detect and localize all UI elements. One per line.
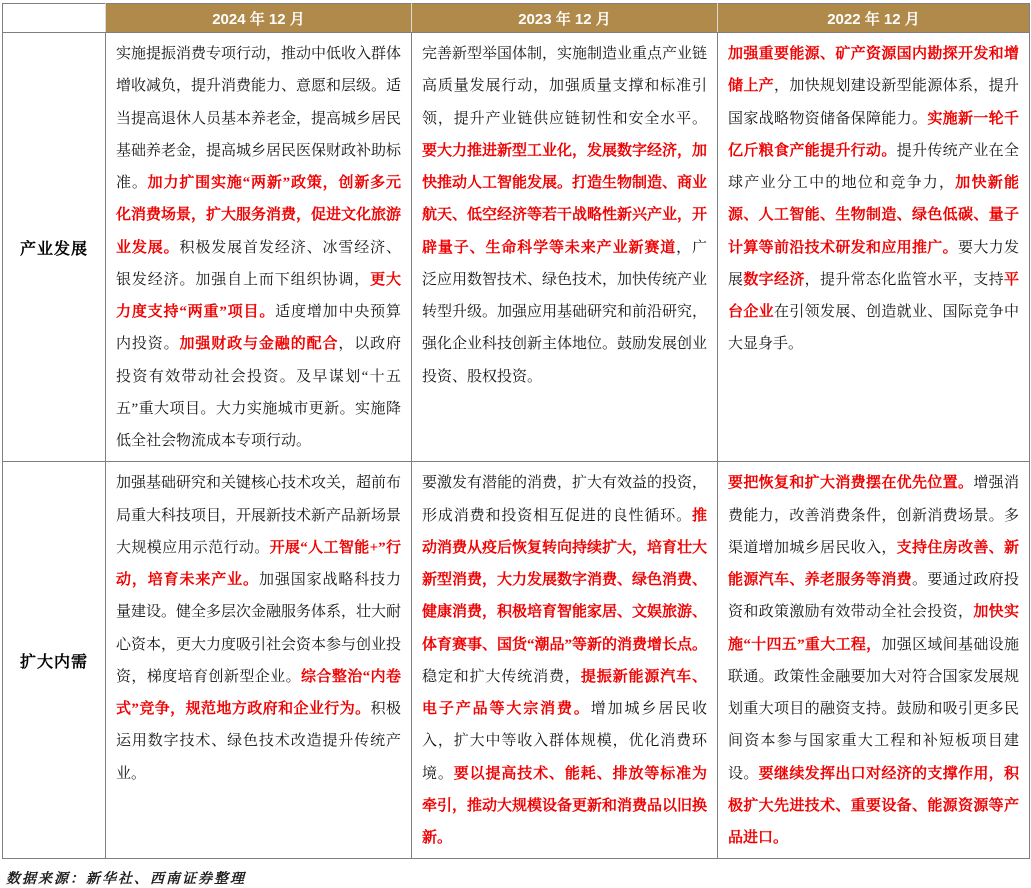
cell-industry-2022: 加强重要能源、矿产资源国内勘探开发和增储上产，加快规划建设新型能源体系，提升国家战略物资储备保障能力。实施新一轮千亿斤粮食产能提升行动。提升传统产业在全球产业分工中的地位和竞争力，加快新能源、人工智能、生物制造、绿色低碳、量子计算等前沿技术研发和应用推广。要大力发展数字经济，提升常态化监管水平，支持平台企业在引领发展、创造就业、国际竞争中大显身手。 xyxy=(718,33,1030,462)
cell-industry-2023: 完善新型举国体制，实施制造业重点产业链高质量发展行动，加强质量支撑和标准引领，提升产业链供应链韧性和安全水平。要大力推进新型工业化，发展数字经济，加快推动人工智能发展。打造生物制造、商业航天、低空经济等若干战略性新兴产业，开辟量子、生命科学等未来产业新赛道，广泛应用数智技术、绿色技术，加快传统产业转型升级。加强应用基础研究和前沿研究，强化企业科技创新主体地位。鼓励发展创业投资、股权投资。 xyxy=(412,33,718,462)
header-corner-cell xyxy=(3,4,106,33)
row-label-expand-domestic-demand: 扩大内需 xyxy=(3,462,106,859)
row-label-industry-development: 产业发展 xyxy=(3,33,106,462)
policy-comparison-table xyxy=(2,3,1030,859)
header-2023-dec: 2023 年 12 月 xyxy=(412,4,718,33)
header-2022-dec: 2022 年 12 月 xyxy=(718,4,1030,33)
cell-demand-2024: 加强基础研究和关键核心技术攻关，超前布局重大科技项目，开展新技术新产品新场景大规模应用示范行动。开展“人工智能+”行动，培育未来产业。加强国家战略科技力量建设。健全多层次金融服务体系，壮大耐心资本，更大力度吸引社会资本参与创业投资，梯度培育创新型企业。综合整治“内卷式”竞争，规范地方政府和企业行为。积极运用数字技术、绿色技术改造提升传统产业。 xyxy=(106,462,412,859)
cell-demand-2023: 要激发有潜能的消费，扩大有效益的投资，形成消费和投资相互促进的良性循环。推动消费从疫后恢复转向持续扩大，培育壮大新型消费，大力发展数字消费、绿色消费、健康消费，积极培育智能家居、文娱旅游、体育赛事、国货“潮品”等新的消费增长点。稳定和扩大传统消费，提振新能源汽车、电子产品等大宗消费。增加城乡居民收入，扩大中等收入群体规模，优化消费环境。要以提高技术、能耗、排放等标准为牵引，推动大规模设备更新和消费品以旧换新。 xyxy=(412,462,718,859)
cell-industry-2024: 实施提振消费专项行动，推动中低收入群体增收减负，提升消费能力、意愿和层级。适当提高退休人员基本养老金，提高城乡居民基础养老金，提高城乡居民医保财政补助标准。加力扩围实施“两新”政策，创新多元化消费场景，扩大服务消费，促进文化旅游业发展。积极发展首发经济、冰雪经济、银发经济。加强自上而下组织协调，更大力度支持“两重”项目。适度增加中央预算内投资。加强财政与金融的配合，以政府投资有效带动社会投资。及早谋划“十五五”重大项目。大力实施城市更新。实施降低全社会物流成本专项行动。 xyxy=(106,33,412,462)
data-source-note: 数据来源：新华社、西南证券整理 xyxy=(6,872,246,888)
cell-demand-2022: 要把恢复和扩大消费摆在优先位置。增强消费能力，改善消费条件，创新消费场景。多渠道增加城乡居民收入，支持住房改善、新能源汽车、养老服务等消费。要通过政府投资和政策激励有效带动全社会投资，加快实施“十四五”重大工程，加强区域间基础设施联通。政策性金融要加大对符合国家发展规划重大项目的融资支持。鼓励和吸引更多民间资本参与国家重大工程和补短板项目建设。要继续发挥出口对经济的支撑作用，积极扩大先进技术、重要设备、能源资源等产品进口。 xyxy=(718,462,1030,859)
table-row-expand-domestic-demand xyxy=(3,462,1030,859)
header-2024-dec: 2024 年 12 月 xyxy=(106,4,412,33)
header-row xyxy=(3,4,1030,33)
table-row-industry-development xyxy=(3,33,1030,462)
